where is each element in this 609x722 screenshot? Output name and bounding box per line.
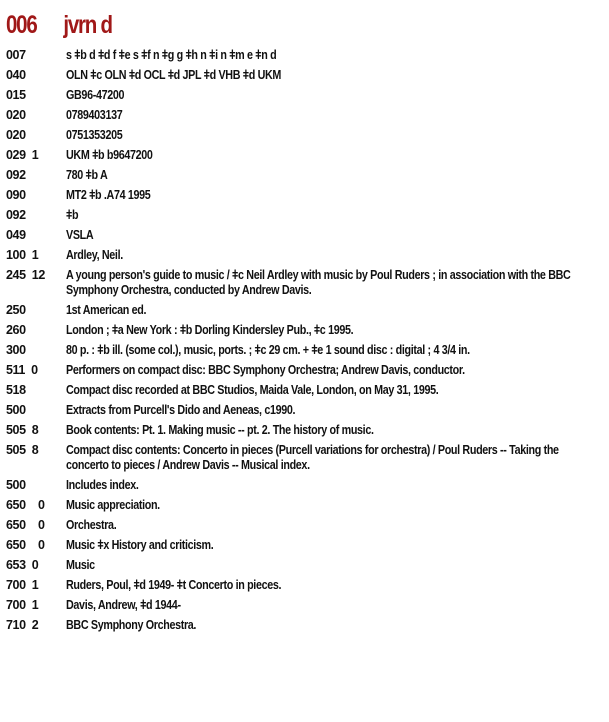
field-row (6, 496, 604, 516)
field-row (6, 246, 604, 266)
field-row (6, 401, 604, 421)
field-value: Extracts from Purcell's Dido and Aeneas, c1990. (66, 403, 296, 417)
field-row (6, 421, 604, 441)
field-row (6, 186, 604, 206)
field-row (6, 301, 604, 321)
field-tag: 245 12 (6, 268, 45, 282)
field-value: MT2 ǂb .A74 1995 (66, 188, 151, 202)
field-row (6, 536, 604, 556)
field-row (6, 596, 604, 616)
field-row (6, 616, 604, 636)
field-row (6, 226, 604, 246)
field-row (6, 556, 604, 576)
field-value: Music appreciation. (66, 498, 160, 512)
field-value: Davis, Andrew, ǂd 1944- (66, 598, 181, 612)
field-value: Orchestra. (66, 518, 117, 532)
field-row (6, 516, 604, 536)
field-value: Compact disc contents: Concerto in pieces (Purcell variations for orchestra) / Poul Ruders -- Taking the concerto to pieces / Andrew Davis -- Musical index. (66, 443, 559, 472)
field-tag: 650 0 (6, 498, 45, 512)
field-value: Ruders, Poul, ǂd 1949- ǂt Concerto in pieces. (66, 578, 282, 592)
header-value: jvrn d (63, 11, 112, 39)
field-value: 80 p. : ǂb ill. (some col.), music, ports. ; ǂc 29 cm. + ǂe 1 sound disc : digital ; 4 3/4 in. (66, 343, 470, 357)
field-row (6, 46, 604, 66)
field-tag: 650 0 (6, 518, 45, 532)
field-value: Ardley, Neil. (66, 248, 123, 262)
record-header (6, 8, 112, 42)
field-tag: 007 (6, 48, 26, 62)
field-value: OLN ǂc OLN ǂd OCL ǂd JPL ǂd VHB ǂd UKM (66, 68, 282, 82)
field-list (6, 46, 604, 636)
field-tag: 092 (6, 168, 26, 182)
field-tag: 500 (6, 478, 26, 492)
field-value: GB96-47200 (66, 88, 125, 102)
field-value: London ; ǂa New York : ǂb Dorling Kindersley Pub., ǂc 1995. (66, 323, 354, 337)
field-row (6, 86, 604, 106)
field-row (6, 441, 604, 476)
field-tag: 700 1 (6, 598, 39, 612)
field-tag: 029 1 (6, 148, 39, 162)
field-tag: 092 (6, 208, 26, 222)
field-value: UKM ǂb b9647200 (66, 148, 153, 162)
field-row (6, 206, 604, 226)
field-value: Book contents: Pt. 1. Making music -- pt. 2. The history of music. (66, 423, 374, 437)
field-value: Music ǂx History and criticism. (66, 538, 214, 552)
field-tag: 650 0 (6, 538, 45, 552)
field-value: s ǂb d ǂd f ǂe s ǂf n ǂg g ǂh n ǂi n ǂm e ǂn d (66, 48, 277, 62)
field-row (6, 266, 604, 301)
field-value: 780 ǂb A (66, 168, 108, 182)
field-tag: 500 (6, 403, 26, 417)
field-tag: 710 2 (6, 618, 39, 632)
field-tag: 260 (6, 323, 26, 337)
field-value: Compact disc recorded at BBC Studios, Maida Vale, London, on May 31, 1995. (66, 383, 439, 397)
field-value: BBC Symphony Orchestra. (66, 618, 197, 632)
header-tag: 006 (6, 11, 37, 39)
field-tag: 700 1 (6, 578, 39, 592)
field-tag: 505 8 (6, 423, 39, 437)
field-tag: 049 (6, 228, 26, 242)
field-tag: 020 (6, 108, 26, 122)
field-tag: 090 (6, 188, 26, 202)
field-tag: 505 8 (6, 443, 39, 457)
field-tag: 040 (6, 68, 26, 82)
field-value: 0751353205 (66, 128, 123, 142)
field-row (6, 361, 604, 381)
field-value: VSLA (66, 228, 94, 242)
field-row (6, 321, 604, 341)
field-tag: 250 (6, 303, 26, 317)
field-row (6, 476, 604, 496)
field-row (6, 146, 604, 166)
field-tag: 511 0 (6, 363, 38, 377)
field-value: Music (66, 558, 95, 572)
field-row (6, 66, 604, 86)
field-row (6, 341, 604, 361)
field-tag: 653 0 (6, 558, 39, 572)
field-tag: 020 (6, 128, 26, 142)
field-tag: 300 (6, 343, 26, 357)
field-tag: 518 (6, 383, 26, 397)
field-value: 0789403137 (66, 108, 123, 122)
field-tag: 015 (6, 88, 26, 102)
field-row (6, 106, 604, 126)
field-value: 1st American ed. (66, 303, 147, 317)
field-row (6, 126, 604, 146)
field-row (6, 576, 604, 596)
field-row (6, 166, 604, 186)
field-value: ǂb (66, 208, 79, 222)
field-tag: 100 1 (6, 248, 39, 262)
field-value: Includes index. (66, 478, 139, 492)
field-value: A young person's guide to music / ǂc Neil Ardley with music by Poul Ruders ; in association with the BBC Symphony Orchestra, conducted by Andrew Davis. (66, 268, 571, 297)
field-row (6, 381, 604, 401)
field-value: Performers on compact disc: BBC Symphony Orchestra; Andrew Davis, conductor. (66, 363, 465, 377)
